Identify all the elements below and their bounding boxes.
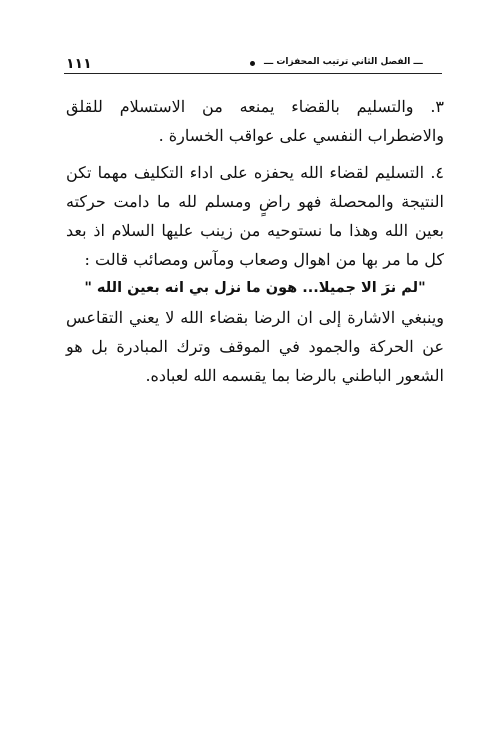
page-number: ١١١	[66, 56, 92, 72]
body-text	[66, 92, 444, 390]
paragraph-item-4: ٤. التسليم لقضاء الله يحفزه على اداء التكليف مهما تكن النتيجة والمحصلة فهو راضٍ ومسلم لله ما دامت حركته بعين الله وهذا ما نستوحيه من زينب عليها السلام اذ بعد كل ما مر بها من اهوال وصعاب ومآس ومصائب قالت :	[66, 163, 444, 269]
header-rule	[64, 73, 442, 74]
paragraph-item-3: ٣. والتسليم بالقضاء يمنعه من الاستسلام للقلق والاضطراب النفسي على عواقب الخسارة .	[66, 97, 444, 145]
quote-line	[66, 274, 444, 303]
bullet-dot-icon	[250, 61, 255, 66]
chapter-title: ـــ الفصل الثاني ترتيب المحفزات ـــ	[264, 57, 423, 67]
paragraph-closing: وينبغي الاشارة إلى ان الرضا بقضاء الله لا يعني التقاعس عن الحركة والجمود في الموقف وترك المبادرة بل هو الشعور الباطني بالرضا بما يقسمه الله لعباده.	[66, 308, 444, 385]
quote-text: "لم نرَ الا جميلا... هون ما نزل بي انه بعين الله "	[84, 280, 426, 296]
page-header	[64, 56, 442, 76]
